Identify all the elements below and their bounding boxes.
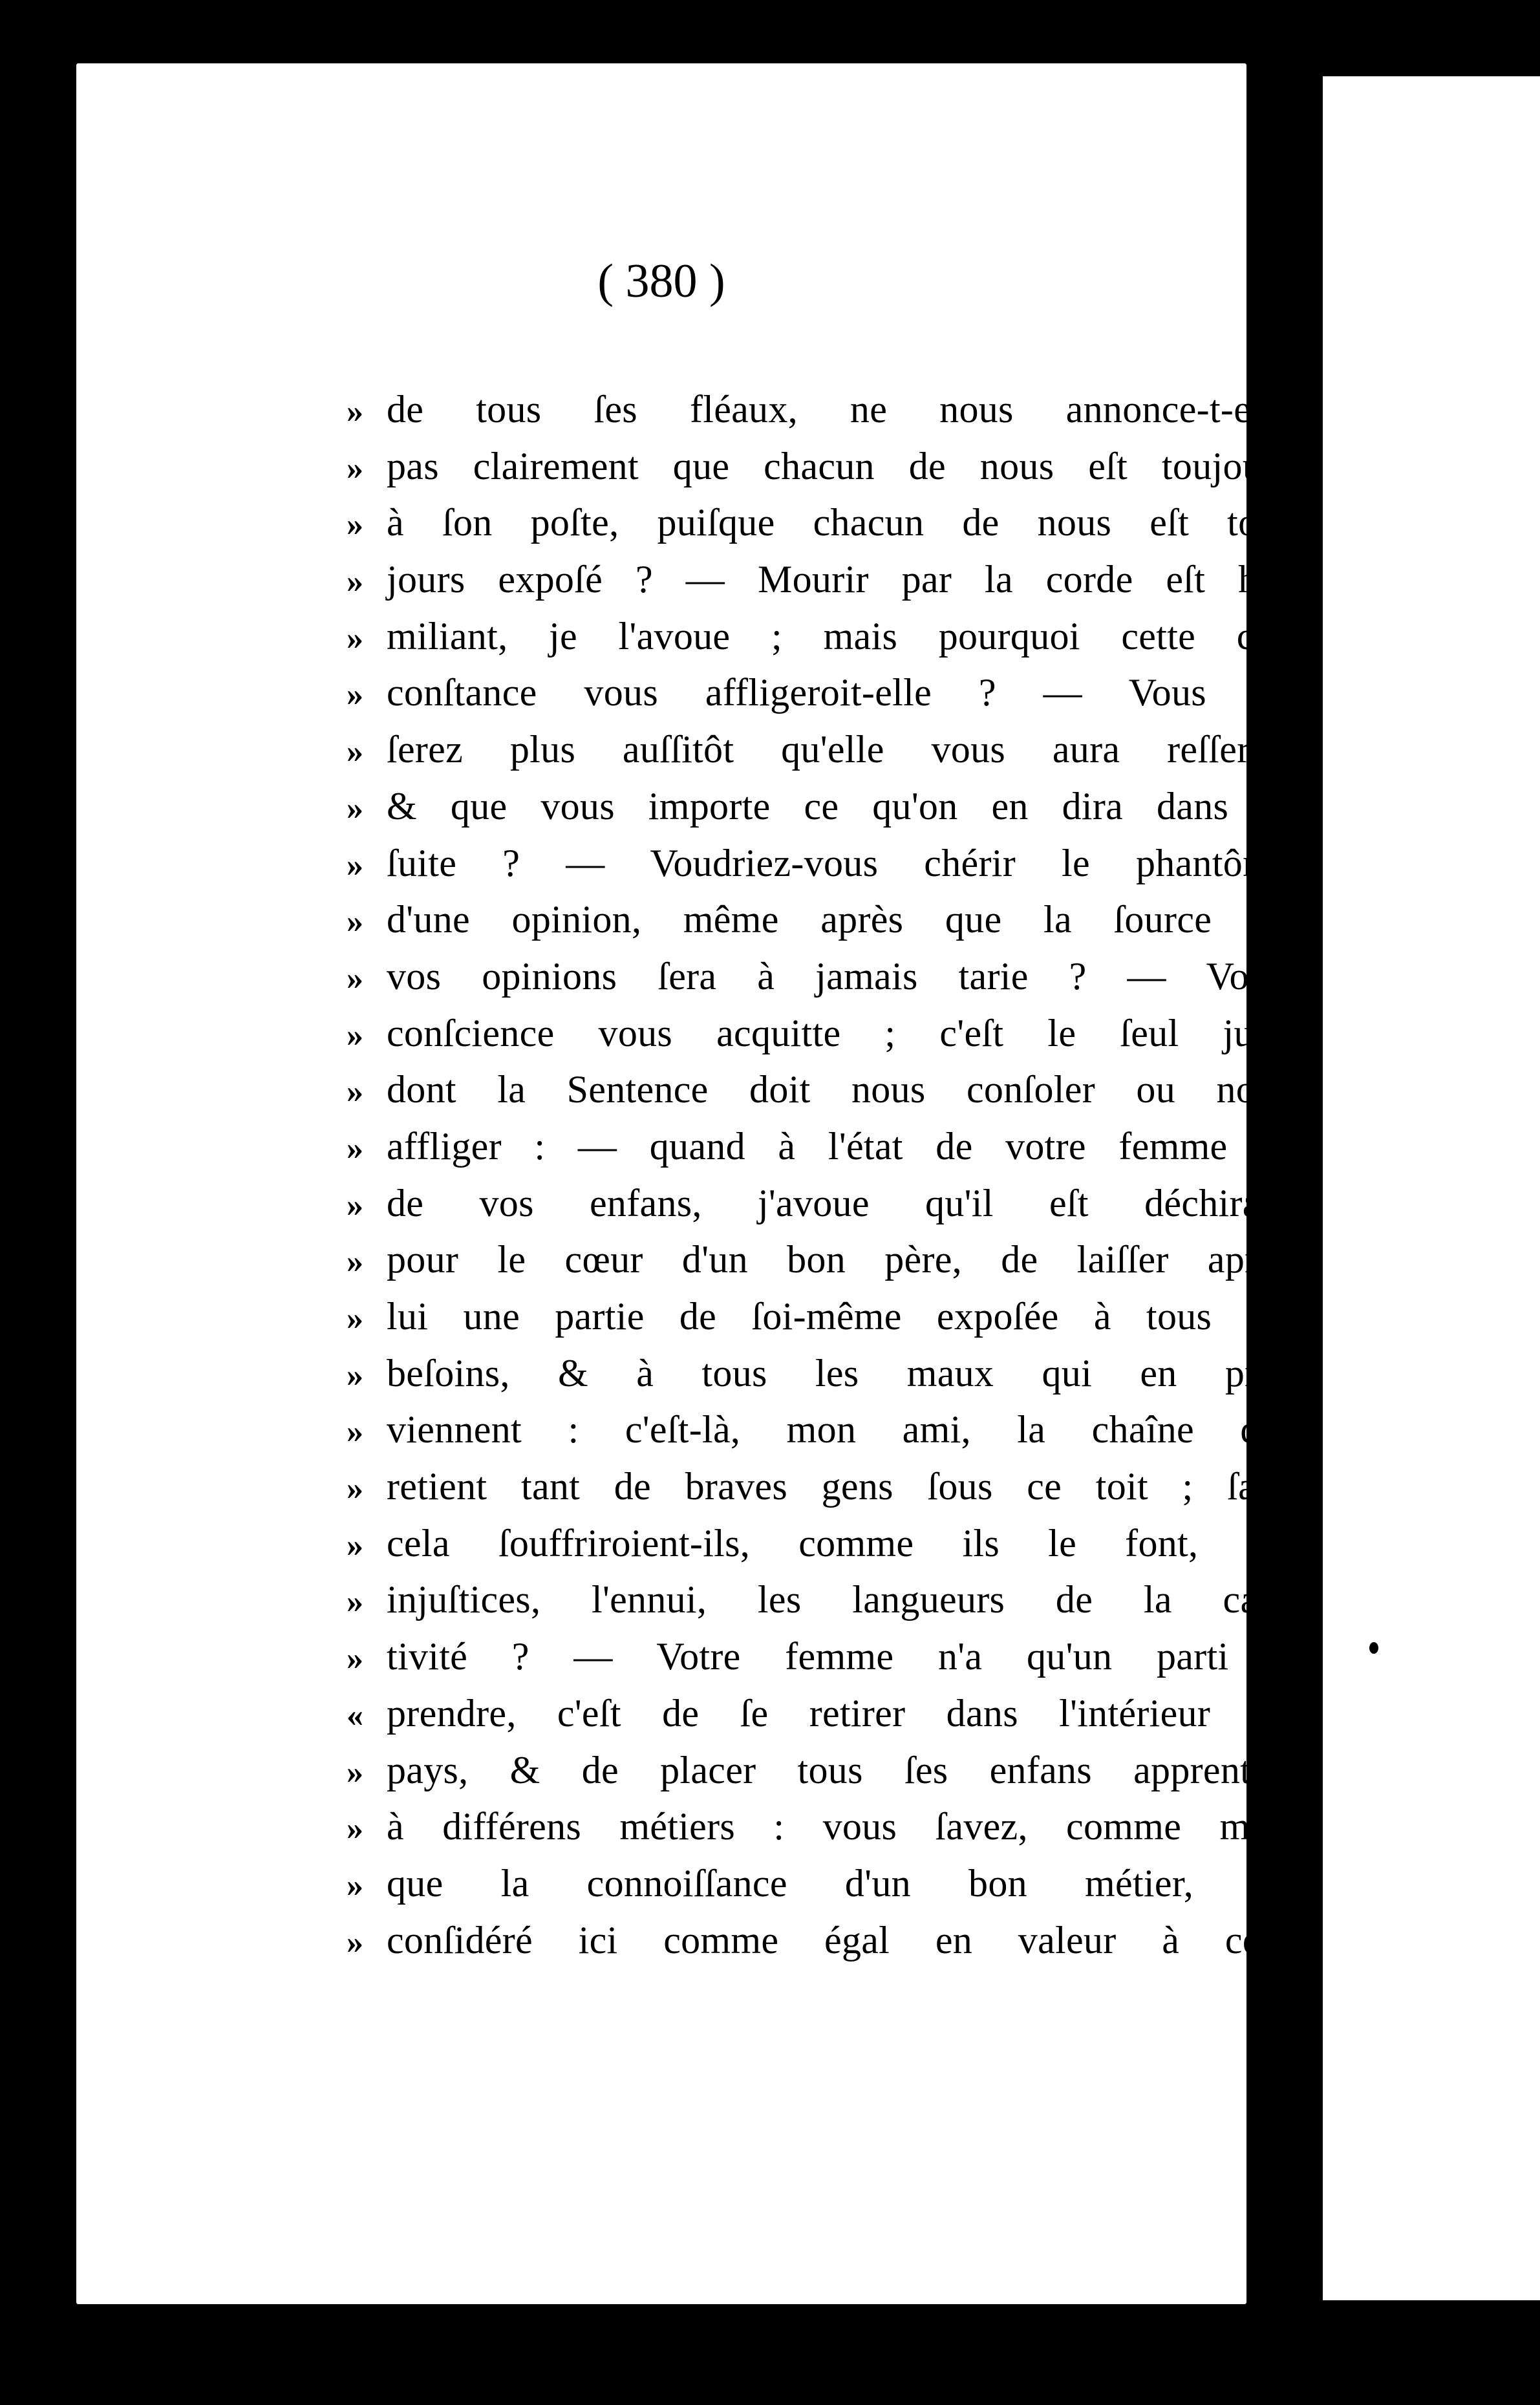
line-text: miliant, je l'avoue ; mais pourquoi cette cir- [387, 614, 1290, 657]
line-text: pas clairement que chacun de nous eſt toujours [387, 444, 1290, 487]
line-text: de vos enfans, j'avoue qu'il eſt déchirant [387, 1181, 1290, 1224]
text-line [347, 495, 1290, 551]
text-line [347, 665, 1290, 722]
quote-mark: » [347, 959, 363, 997]
quote-mark: » [347, 1810, 363, 1848]
text-line [347, 1629, 1290, 1685]
line-text: beſoins, & à tous les maux qui en pro- [387, 1351, 1290, 1395]
text-line [347, 892, 1290, 948]
line-text: ſuite ? — Voudriez-vous chérir le phantôme [387, 841, 1290, 884]
quote-mark: » [347, 1073, 363, 1111]
quote-mark: « [347, 1696, 363, 1734]
line-text: viennent : c'eſt-là, mon ami, la chaîne qui [387, 1408, 1290, 1451]
line-text: conſidéré ici comme égal en valeur à cent [387, 1918, 1290, 1961]
quote-mark: » [347, 1356, 363, 1394]
text-line [347, 1912, 1290, 1969]
quote-mark: » [347, 393, 363, 430]
line-text: injuſtices, l'ennui, les langueurs de la cap- [387, 1578, 1290, 1621]
quote-mark: » [347, 1129, 363, 1167]
text-line [347, 1175, 1290, 1232]
quote-mark: » [347, 506, 363, 544]
quote-mark: » [347, 563, 363, 601]
line-text: pour le cœur d'un bon père, de laiſſer après [387, 1238, 1290, 1281]
quote-mark: » [347, 1243, 363, 1281]
line-text: conſtance vous affligeroit-elle ? — Vous ne [387, 671, 1290, 714]
line-text: que la connoiſſance d'un bon métier, eſt [387, 1861, 1290, 1905]
line-text: tivité ? — Votre femme n'a qu'un parti à [387, 1635, 1290, 1678]
line-text: à différens métiers : vous ſavez, comme moi, [387, 1805, 1290, 1848]
quote-mark: » [347, 449, 363, 487]
quote-mark: » [347, 1923, 363, 1961]
text-line [347, 1288, 1290, 1345]
line-text: lui une partie de ſoi-même expoſée à tous les [387, 1295, 1290, 1338]
adjacent-page-edge [1323, 76, 1540, 2300]
line-text: pays, & de placer tous ſes enfans apprentifs [387, 1748, 1290, 1791]
text-line [347, 1345, 1290, 1402]
line-text: affliger : — quand à l'état de votre femme & [387, 1124, 1290, 1168]
line-text: vos opinions ſera à jamais tarie ? — Votre [387, 954, 1290, 998]
line-text: conſcience vous acquitte ; c'eſt le ſeul juge [387, 1011, 1290, 1054]
body-text [347, 381, 1290, 1969]
quote-mark: » [347, 1300, 363, 1337]
text-line [347, 1005, 1290, 1062]
line-text: jours expoſé ? — Mourir par la corde eſt hu- [387, 558, 1290, 601]
text-line [347, 1685, 1290, 1742]
text-line [347, 1232, 1290, 1288]
text-line [347, 1855, 1290, 1912]
text-line [347, 835, 1290, 892]
page-number: ( 380 ) [597, 255, 725, 308]
quote-mark: » [347, 1866, 363, 1904]
quote-mark: » [347, 789, 363, 827]
line-text: à ſon poſte, puiſque chacun de nous eſt tou- [387, 501, 1290, 544]
quote-mark: » [347, 1583, 363, 1621]
line-text: dont la Sentence doit nous conſoler ou nous [387, 1068, 1290, 1111]
text-line [347, 1062, 1290, 1118]
quote-mark: » [347, 1753, 363, 1791]
quote-mark: » [347, 1413, 363, 1451]
quote-mark: » [347, 619, 363, 657]
line-text: cela ſouffriroient-ils, comme ils le font, les [387, 1521, 1290, 1565]
line-text: retient tant de braves gens ſous ce toit ; ſans [387, 1465, 1290, 1508]
text-line [347, 1459, 1290, 1515]
line-text: & que vous importe ce qu'on en dira dans la [387, 784, 1290, 828]
quote-mark: » [347, 1186, 363, 1224]
line-text: d'une opinion, même après que la ſource de [387, 898, 1290, 941]
text-line [347, 381, 1290, 438]
quote-mark: » [347, 846, 363, 884]
book-page [76, 63, 1290, 2304]
quote-mark: » [347, 1640, 363, 1678]
text-line [347, 1572, 1290, 1629]
text-line [347, 722, 1290, 778]
text-line [347, 778, 1290, 835]
ink-speck [1369, 1642, 1378, 1654]
text-line [347, 551, 1290, 608]
line-text: de tous ſes fléaux, ne nous annonce-t-elle [387, 388, 1290, 431]
text-line [347, 608, 1290, 665]
text-line [347, 1799, 1290, 1855]
line-text: prendre, c'eſt de ſe retirer dans l'intérieur du [387, 1691, 1290, 1735]
text-line [347, 1118, 1290, 1175]
text-line [347, 1515, 1290, 1572]
quote-mark: » [347, 1470, 363, 1508]
quote-mark: » [347, 676, 363, 714]
text-line [347, 948, 1290, 1005]
quote-mark: » [347, 1016, 363, 1054]
text-line [347, 1402, 1290, 1459]
quote-mark: » [347, 1526, 363, 1564]
text-line [347, 438, 1290, 495]
quote-mark: » [347, 903, 363, 941]
text-line [347, 1742, 1290, 1799]
line-text: ſerez plus auſſitôt qu'elle vous aura reſſerré, [387, 728, 1290, 771]
quote-mark: » [347, 733, 363, 771]
